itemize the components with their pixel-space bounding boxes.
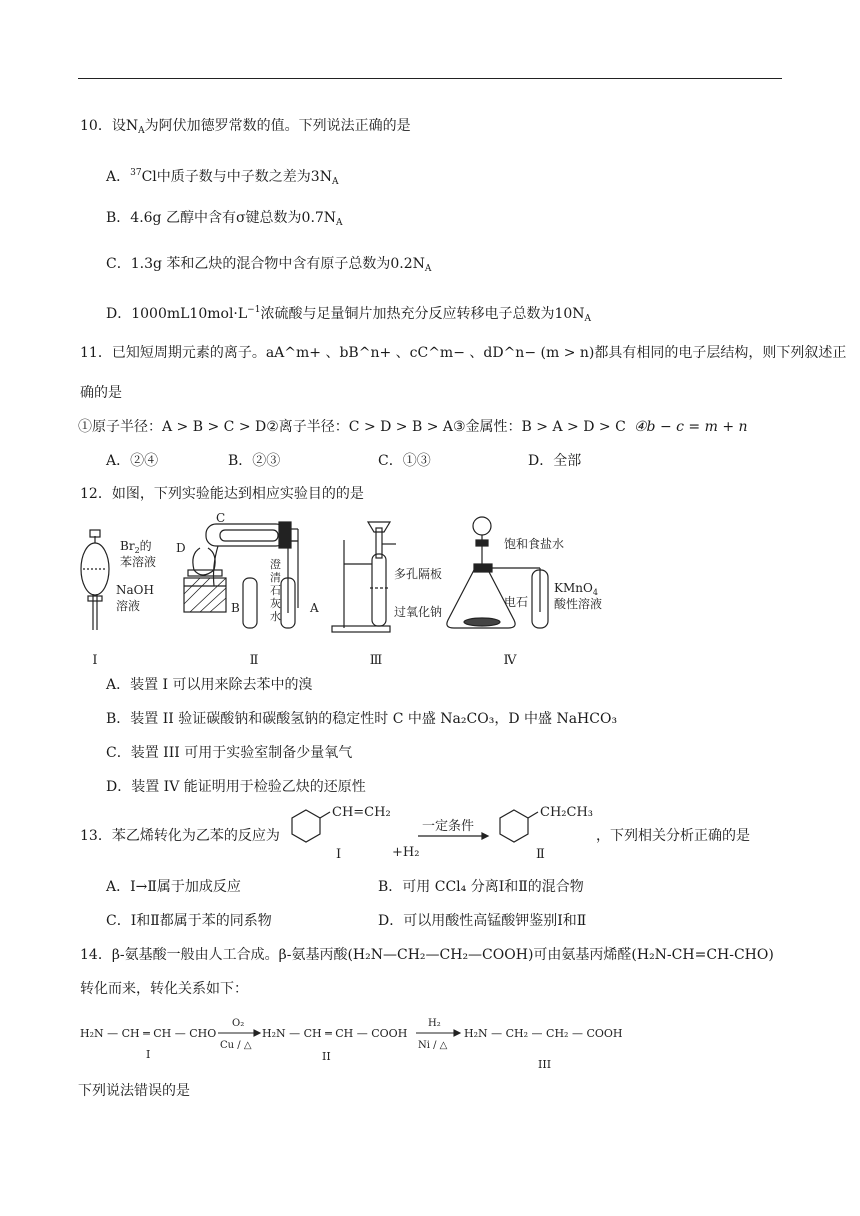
q13-option-c: C．Ⅰ和Ⅱ都属于苯的同系物 [106,913,272,929]
q12-option-a: A．装置 I 可以用来除去苯中的溴 [106,677,313,693]
q13-reaction [284,800,594,864]
fig-label-carbide: 电石 [504,595,529,609]
reaction-drawing [284,800,594,864]
fig-label-naoh-sol: 溶液 [116,599,141,613]
fig-label-b: B [231,601,240,615]
fig-label-kmno4: KMnO$_4$ [554,581,598,597]
cond2-bottom: Ni / △ [418,1040,448,1051]
q13-stem-suffix: ，下列相关分析正确的是 [596,828,750,844]
q10-option-b: B．4.6g 乙醇中含有σ键总数为$0.7N_A$ [106,210,343,228]
q11-statements: ①原子半径：A > B > C > D②离子半径：C > D > B > A③金属性：B > A > D > C [78,419,626,435]
cond1-top: O₂ [232,1018,245,1029]
q14-scheme [78,1010,638,1072]
apparatus-drawing [76,508,636,670]
fig-label-na2o2: 过氧化钠 [394,605,443,619]
compound-iii: H₂N — CH₂ — CH₂ — COOH [464,1027,623,1040]
fig-label-acidic: 酸性溶液 [554,597,603,611]
fig-label-c: C [216,511,226,525]
q10-option-c: C．1.3g 苯和乙炔的混合物中含有原子总数为$0.2N_A$ [106,256,432,274]
q11-option-d: D．全部 [528,453,582,469]
fig-label-porous: 多孔隔板 [394,567,443,581]
fig-label-iv: Ⅳ [503,653,517,668]
q11-statement-4: ④b − c = m + n [634,419,748,435]
label-i: I [146,1048,151,1061]
fig-label-limewater-2: 清 [270,571,281,584]
fig-label-d: D [176,541,186,555]
q12-stem: 12．如图，下列实验能达到相应实验目的的是 [80,486,364,502]
q11-stem-line2: 确的是 [80,385,122,401]
cond1-bottom: Cu / △ [220,1040,252,1051]
fig-label-limewater-5: 水 [270,610,281,623]
header-rule [78,78,782,79]
fig-label-naoh: NaOH [116,583,154,597]
product-group: CH₂CH₃ [540,805,593,820]
h2-reagent: +H₂ [392,845,420,860]
q10-option-d: D．$1000mL10mol\cdot L^{-1}$浓硫酸与足量铜片加热充分反应转移电子总数为$10N_A$ [106,305,592,324]
reactant-label: Ⅰ [336,847,342,862]
q10-option-a: A．$^{37}$Cl中质子数与中子数之差为$3N_A$ [106,168,339,187]
q13-option-b: B．可用 CCl₄ 分离Ⅰ和Ⅱ的混合物 [378,879,584,895]
product-label: Ⅱ [536,847,545,862]
q11-stem-line1: 11．已知短周期元素的离子。aA^m+ 、bB^n+ 、cC^m− 、dD^n− (m > n)都具有相同的电子层结构，则下列叙述正 [80,345,847,361]
q13-option-d: D．可以用酸性高锰酸钾鉴别Ⅰ和Ⅱ [378,913,587,929]
fig-label-limewater-4: 灰 [270,597,281,610]
fig-label-br2: $Br_2$的 [120,539,152,555]
label-ii: II [322,1050,331,1063]
q11-option-b: B．②③ [228,453,281,469]
fig-label-ii: Ⅱ [249,653,259,668]
cond2-top: H₂ [428,1018,441,1029]
fig-label-i: Ⅰ [92,653,98,668]
q14-tail: 下列说法错误的是 [78,1083,190,1099]
q10-stem: 10．设$N_A$为阿伏加德罗常数的值。下列说法正确的是 [80,118,411,136]
reactant-group: CH=CH₂ [332,805,391,820]
compound-i: H₂N — CH ═ CH — CHO [80,1027,217,1040]
label-iii: III [538,1058,552,1071]
fig-label-limewater-3: 石 [270,584,281,597]
q12-option-c: C．装置 III 可用于实验室制备少量氧气 [106,745,353,761]
scheme-drawing [78,1010,638,1072]
fig-label-limewater-1: 澄 [270,558,281,571]
q13-option-a: A．Ⅰ→Ⅱ属于加成反应 [106,879,241,895]
apparatus-figure [76,508,636,670]
q14-stem-line1: 14．β-氨基酸一般由人工合成。β-氨基丙酸(H₂N—CH₂—CH₂—COOH)可由氨基丙烯醛(H₂N-CH=CH-CHO) [80,947,774,963]
fig-label-benzene: 苯溶液 [120,555,157,569]
fig-label-a: A [310,601,319,615]
q12-option-d: D．装置 IV 能证明用于检验乙炔的还原性 [106,779,366,795]
fig-label-brine: 饱和食盐水 [504,537,565,551]
q13-stem-prefix: 13．苯乙烯转化为乙苯的反应为 [80,828,280,844]
q11-option-a: A．②④ [106,453,159,469]
q12-option-b: B．装置 II 验证碳酸钠和碳酸氢钠的稳定性时 C 中盛 Na₂CO₃，D 中盛 NaHCO₃ [106,711,618,727]
compound-ii: H₂N — CH ═ CH — COOH [262,1027,408,1040]
q14-stem-line2: 转化而来，转化关系如下： [80,981,248,997]
q11-option-c: C．①③ [378,453,431,469]
fig-label-iii: Ⅲ [369,653,383,668]
reaction-condition: 一定条件 [422,819,475,834]
